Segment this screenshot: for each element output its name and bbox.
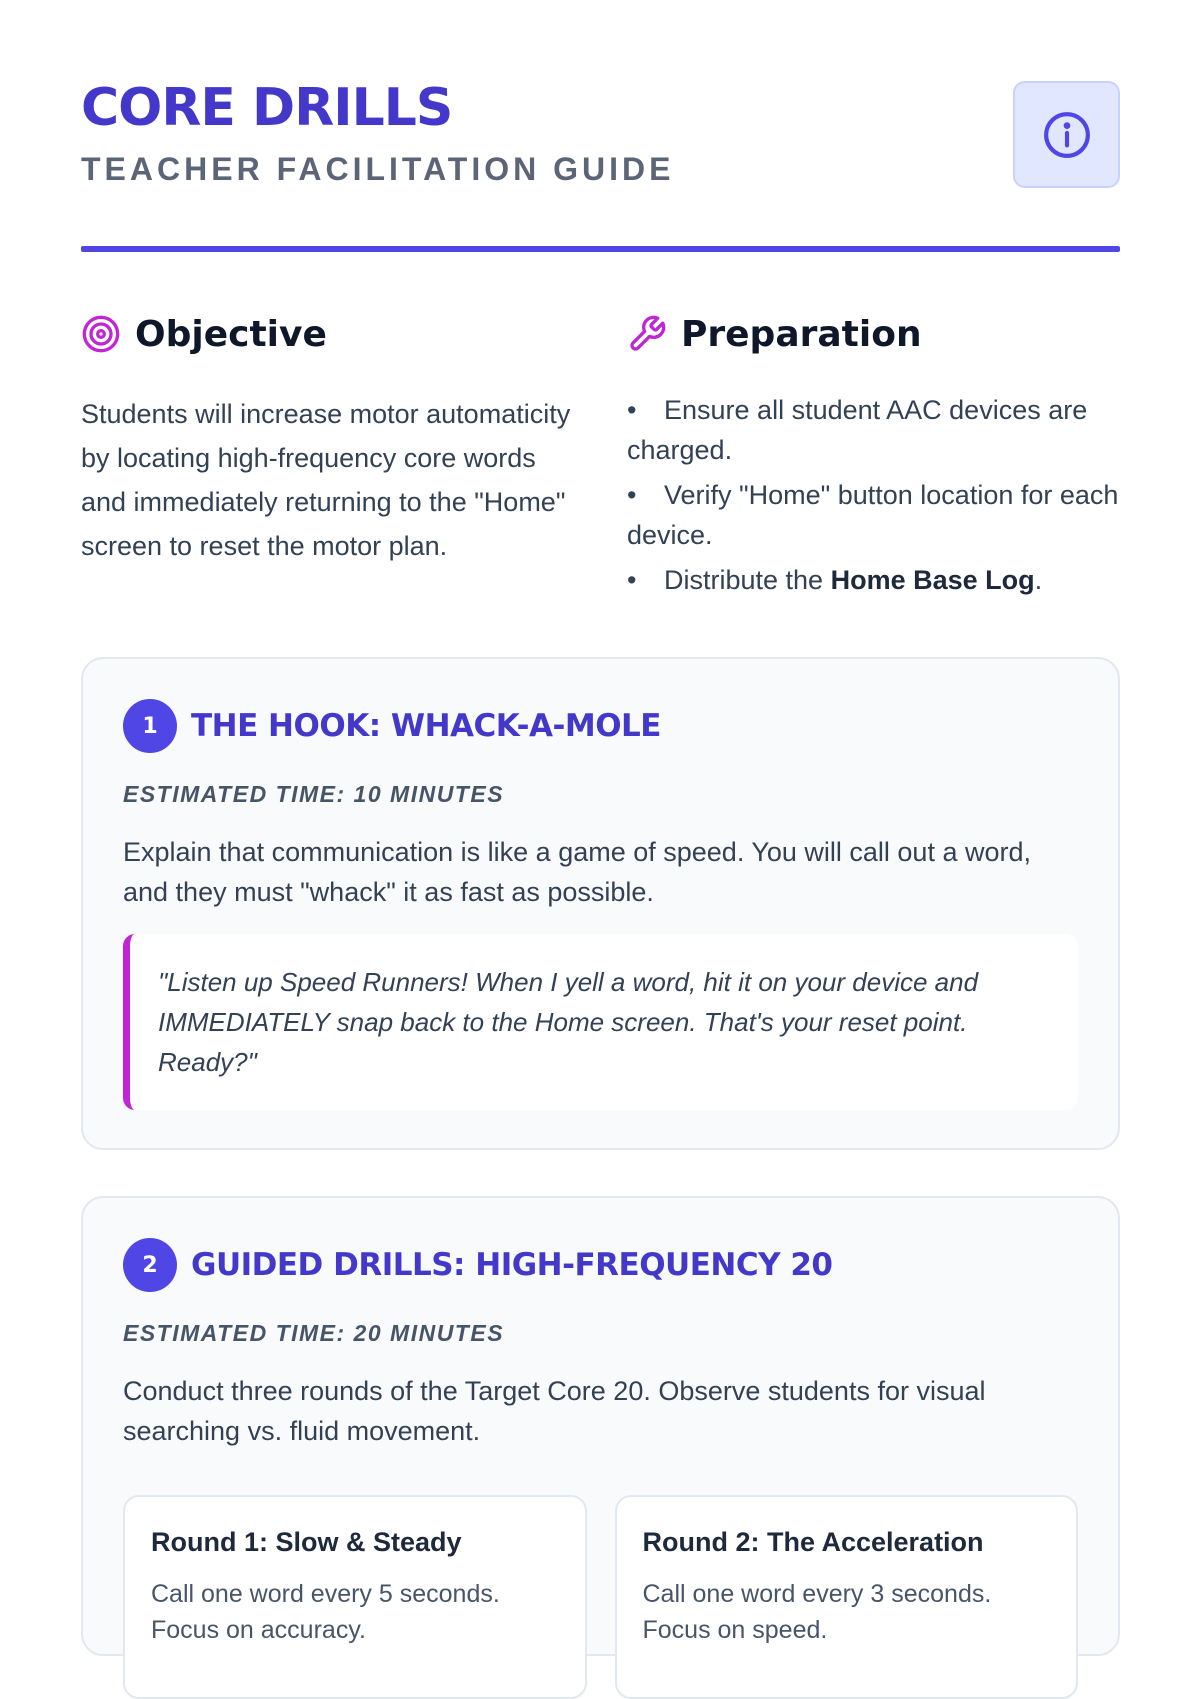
list-item: •Verify "Home" button location for each device. [627,475,1120,555]
home-base-log-label: Home Base Log [830,565,1035,595]
section-description: Explain that communication is like a game of speed. You will call out a word, and they must "whack" it as fast as possible. [123,837,1031,907]
round-card [615,1495,1079,1699]
section-card-hook [81,657,1120,1150]
preparation-list [627,390,1120,600]
page-title: CORE DRILLS [81,78,453,138]
list-item: •Ensure all student AAC devices are charged. [627,390,1120,470]
wrench-icon [627,314,667,354]
section-card-guided-drills [81,1196,1120,1656]
step-number-badge: 2 [123,1238,177,1292]
target-icon [81,314,121,354]
objective-heading-text: Objective [135,313,327,355]
round-text: Call one word every 3 seconds. Focus on speed. [642,1580,992,1644]
preparation-heading-text: Preparation [681,313,922,355]
step-number-badge: 1 [123,699,177,753]
round-title: Round 2: The Acceleration [642,1527,984,1557]
section-header [123,1238,1078,1292]
header-divider [81,246,1120,252]
info-button[interactable] [1013,81,1120,188]
round-text: Call one word every 5 seconds. Focus on accuracy. [151,1580,500,1644]
estimated-time: ESTIMATED TIME: 20 MINUTES [123,1320,505,1346]
preparation-section [627,300,1120,605]
objective-text: Students will increase motor automaticity by locating high-frequency core words and immediately returning to the "Home" screen to reset the motor plan. [81,399,571,561]
section-description: Conduct three rounds of the Target Core 20. Observe students for visual searching vs. fluid movement. [123,1376,986,1446]
intro-columns [81,300,1120,630]
objective-section [81,300,581,568]
section-title: THE HOOK: WHACK-A-MOLE [191,708,661,744]
round-title: Round 1: Slow & Steady [151,1527,462,1557]
estimated-time: ESTIMATED TIME: 10 MINUTES [123,781,505,807]
page-subtitle: TEACHER FACILITATION GUIDE [81,151,675,187]
section-header [123,699,1078,753]
list-item: •Distribute the Home Base Log. [627,560,1120,600]
rounds-grid [123,1495,1078,1699]
header [81,0,1120,255]
page [81,0,1120,1644]
preparation-heading [627,300,1120,368]
objective-heading [81,300,581,368]
section-title: GUIDED DRILLS: HIGH-FREQUENCY 20 [191,1247,833,1283]
info-icon [1042,110,1092,160]
script-quote: "Listen up Speed Runners! When I yell a word, hit it on your device and IMMEDIATELY snap back to the Home screen. That's your reset point. Ready?" [123,934,1078,1110]
round-card [123,1495,587,1699]
